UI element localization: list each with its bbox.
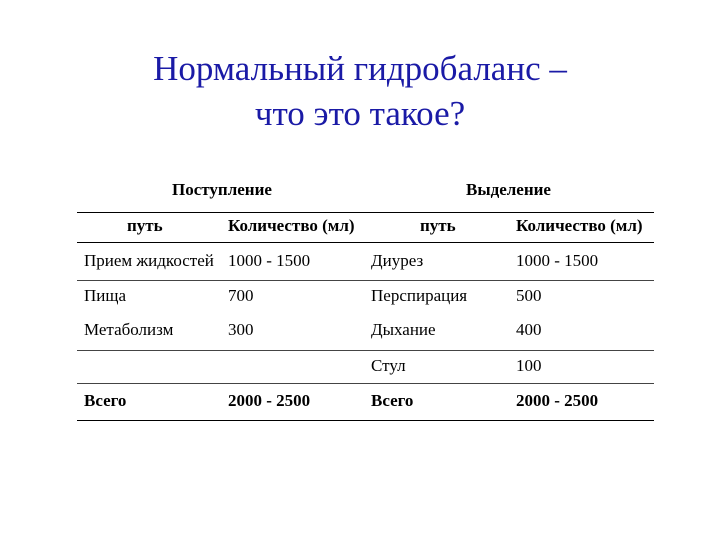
header-rule xyxy=(77,242,654,243)
total-value-output: 2000 - 2500 xyxy=(516,391,599,410)
table-cell: Стул xyxy=(371,356,406,375)
table-cell: 1000 - 1500 xyxy=(516,251,599,270)
table-cell: 500 xyxy=(516,286,542,305)
column-header-intake-amount: Количество (мл) xyxy=(228,216,355,235)
row-rule xyxy=(77,383,654,384)
table-cell: Диурез xyxy=(371,251,424,270)
table-cell: 1000 - 1500 xyxy=(228,251,311,270)
output-header: Выделение xyxy=(466,180,551,199)
row-rule xyxy=(77,350,654,351)
title-line-2: что это такое? xyxy=(254,94,466,133)
row-rule xyxy=(77,280,654,281)
column-header-intake-path: путь xyxy=(127,216,163,235)
total-value-intake: 2000 - 2500 xyxy=(228,391,311,410)
table-cell: Перспирация xyxy=(371,286,468,305)
table-cell: 700 xyxy=(228,286,254,305)
table-cell: 400 xyxy=(516,320,542,339)
table-cell: 100 xyxy=(516,356,542,375)
table-bottom-rule xyxy=(77,420,654,421)
column-header-output-amount: Количество (мл) xyxy=(516,216,643,235)
title-line-1: Нормальный гидробаланс – xyxy=(153,49,567,88)
table-cell: Дыхание xyxy=(371,320,436,339)
table-cell: Пища xyxy=(84,286,127,305)
total-label-output: Всего xyxy=(371,391,414,410)
slide-title xyxy=(0,46,720,136)
column-header-output-path: путь xyxy=(420,216,456,235)
intake-header: Поступление xyxy=(172,180,272,199)
total-label-intake: Всего xyxy=(84,391,127,410)
table-cell: Метаболизм xyxy=(84,320,174,339)
table-top-rule xyxy=(77,212,654,213)
table-cell: 300 xyxy=(228,320,254,339)
table-cell: Прием жидкостей xyxy=(84,251,214,270)
